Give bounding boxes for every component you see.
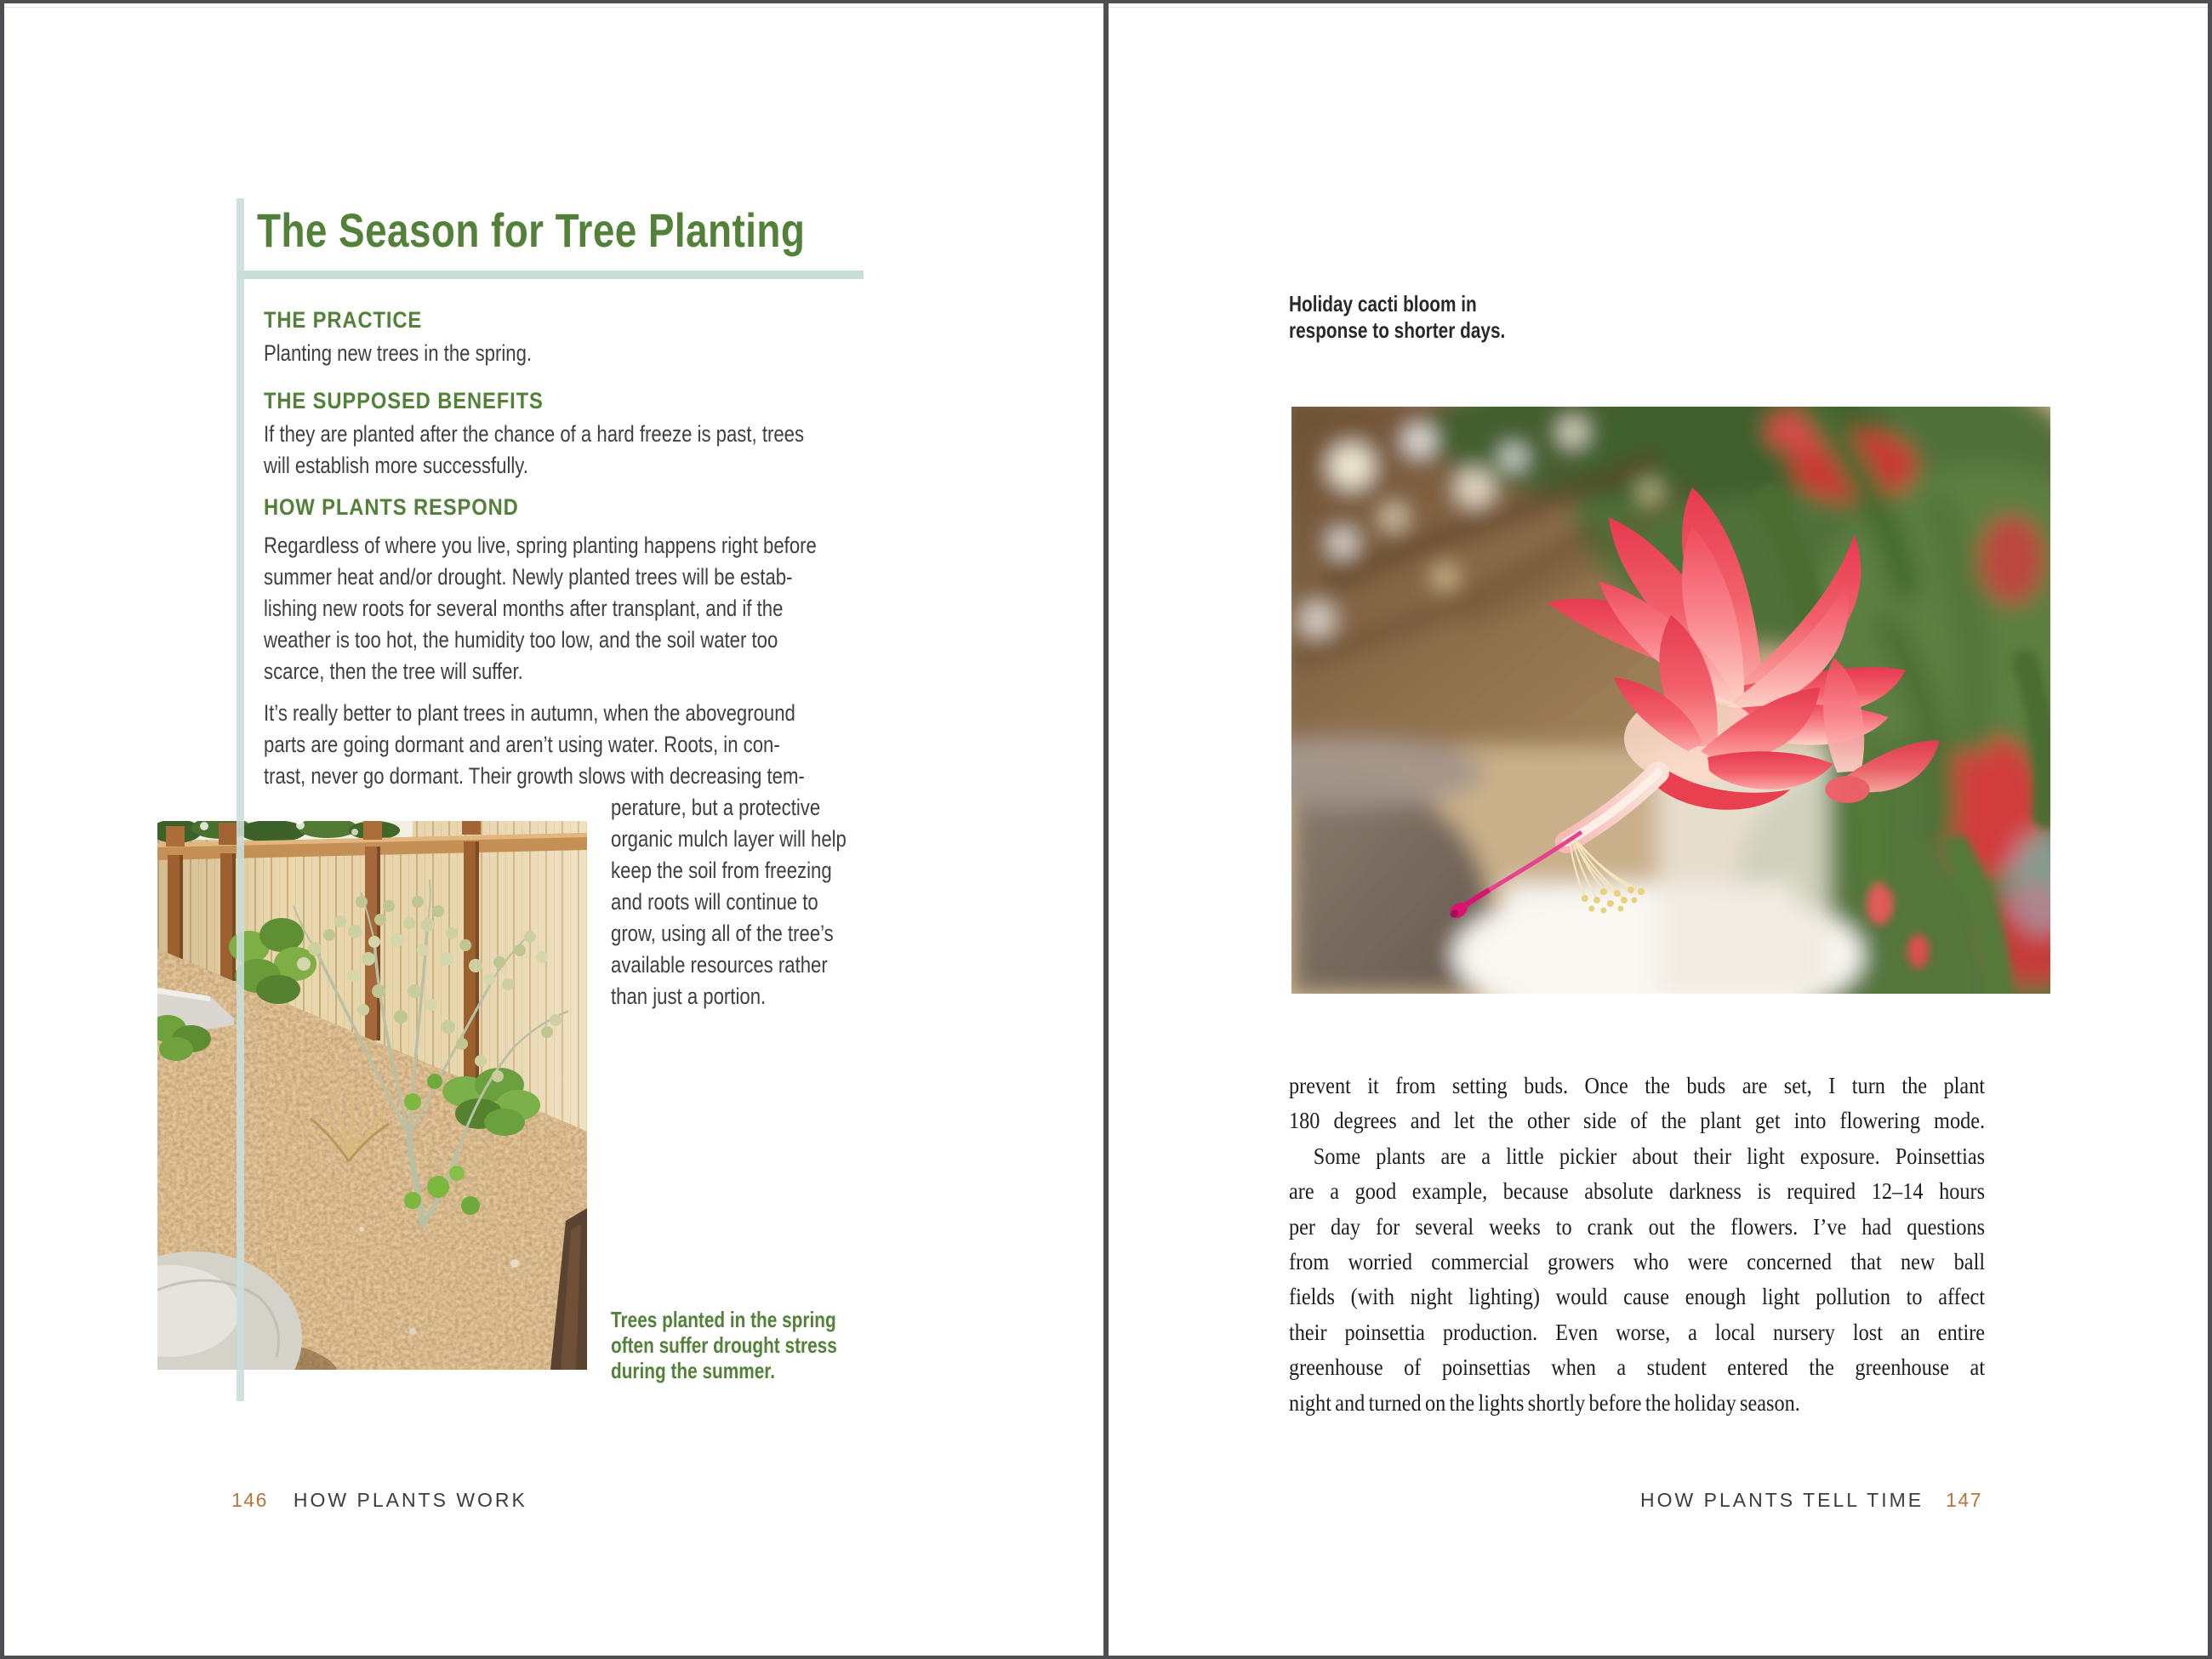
text-line: Some plants are a little pickier about their light exposure. Poinsettias: [1313, 1143, 1986, 1169]
text-line: during the summer.: [611, 1358, 776, 1383]
text-line: Regardless of where you live, spring planting happens right before: [264, 533, 817, 558]
right-running-title: HOW PLANTS TELL TIME: [1640, 1489, 1924, 1511]
text-line: organic mulch layer will help: [611, 826, 847, 852]
text-line: response to shorter days.: [1289, 317, 1506, 343]
text-line: are a good example, because absolute darkness is required 12–14 hours: [1289, 1178, 1986, 1205]
left-accent-vertical-rule: [237, 198, 244, 1401]
text-line: than just a portion.: [611, 983, 767, 1009]
text-line: summer heat and/or drought. Newly planted trees will be estab-: [264, 564, 793, 590]
text-line: trast, never go dormant. Their growth slows with decreasing tem-: [264, 763, 805, 789]
text-line: prevent it from setting buds. Once the buds are set, I turn the plant: [1289, 1073, 1986, 1098]
right-page: [1109, 0, 2212, 1659]
text-line: their poinsettia production. Even worse, a local nursery lost an entire: [1289, 1319, 1986, 1345]
section-body-respond: [264, 530, 817, 687]
left-running-title: HOW PLANTS WORK: [293, 1489, 527, 1511]
section-heading-practice: THE PRACTICE: [264, 307, 423, 333]
text-line: from worried commercial growers who were concerned that new ball: [1289, 1248, 1986, 1274]
section-heading-benefits: THE SUPPOSED BENEFITS: [264, 388, 544, 413]
spring-tree-photo: [157, 821, 587, 1370]
right-body-text: [1289, 1069, 1985, 1421]
text-line: greenhouse of poinsettias when a student entered the greenhouse at: [1289, 1354, 1986, 1381]
text-line: weather is too hot, the humidity too low, and the soil water too: [264, 627, 778, 653]
right-footer: [1640, 1489, 1982, 1511]
text-line: parts are going dormant and aren’t using water. Roots, in con-: [264, 732, 780, 757]
holiday-cactus-illustration: [1291, 407, 2050, 994]
text-line: Trees planted in the spring: [611, 1307, 836, 1332]
text-line: keep the soil from freezing: [611, 858, 832, 883]
section-body-practice: [264, 338, 532, 369]
text-line: Holiday cacti bloom in: [1289, 291, 1477, 316]
spring-tree-illustration: [157, 821, 587, 1370]
text-line: perature, but a protective: [611, 795, 821, 820]
right-photo-caption: [1289, 291, 1505, 344]
text-line: will establish more successfully.: [264, 453, 528, 478]
paragraph-autumn-narrow: [611, 792, 847, 1012]
text-line: lishing new roots for several months after transplant, and if the: [264, 596, 784, 621]
text-line: It’s really better to plant trees in autumn, when the aboveground: [264, 700, 795, 726]
text-line: fields (with night lighting) would cause enough light pollution to affect: [1289, 1284, 1986, 1310]
page-title: The Season for Tree Planting: [257, 203, 806, 257]
text-line: night and turned on the lights shortly before the holiday season.: [1289, 1389, 1800, 1416]
text-line: 180 degrees and let the other side of the plant get into flowering mode.: [1289, 1108, 1986, 1134]
left-page: [0, 0, 1103, 1659]
text-line: grow, using all of the tree’s: [611, 921, 834, 946]
text-line: scarce, then the tree will suffer.: [264, 658, 523, 684]
text-line: available resources rather: [611, 952, 828, 978]
section-body-benefits: [264, 419, 804, 482]
left-page-number: 146: [231, 1489, 268, 1511]
holiday-cactus-photo: [1291, 407, 2050, 994]
text-line: Planting new trees in the spring.: [264, 340, 533, 366]
text-line: and roots will continue to: [611, 889, 818, 915]
text-line: per day for several weeks to crank out the flowers. I’ve had questions: [1289, 1213, 1986, 1240]
right-page-number: 147: [1946, 1489, 1982, 1511]
section-heading-respond: HOW PLANTS RESPOND: [264, 494, 519, 520]
text-line: If they are planted after the chance of a hard freeze is past, trees: [264, 421, 805, 447]
title-underline-rule: [237, 271, 864, 279]
text-line: often suffer drought stress: [611, 1332, 837, 1358]
paragraph-autumn-wide: [264, 698, 805, 792]
left-footer: [231, 1489, 527, 1511]
left-photo-caption: [611, 1307, 837, 1383]
